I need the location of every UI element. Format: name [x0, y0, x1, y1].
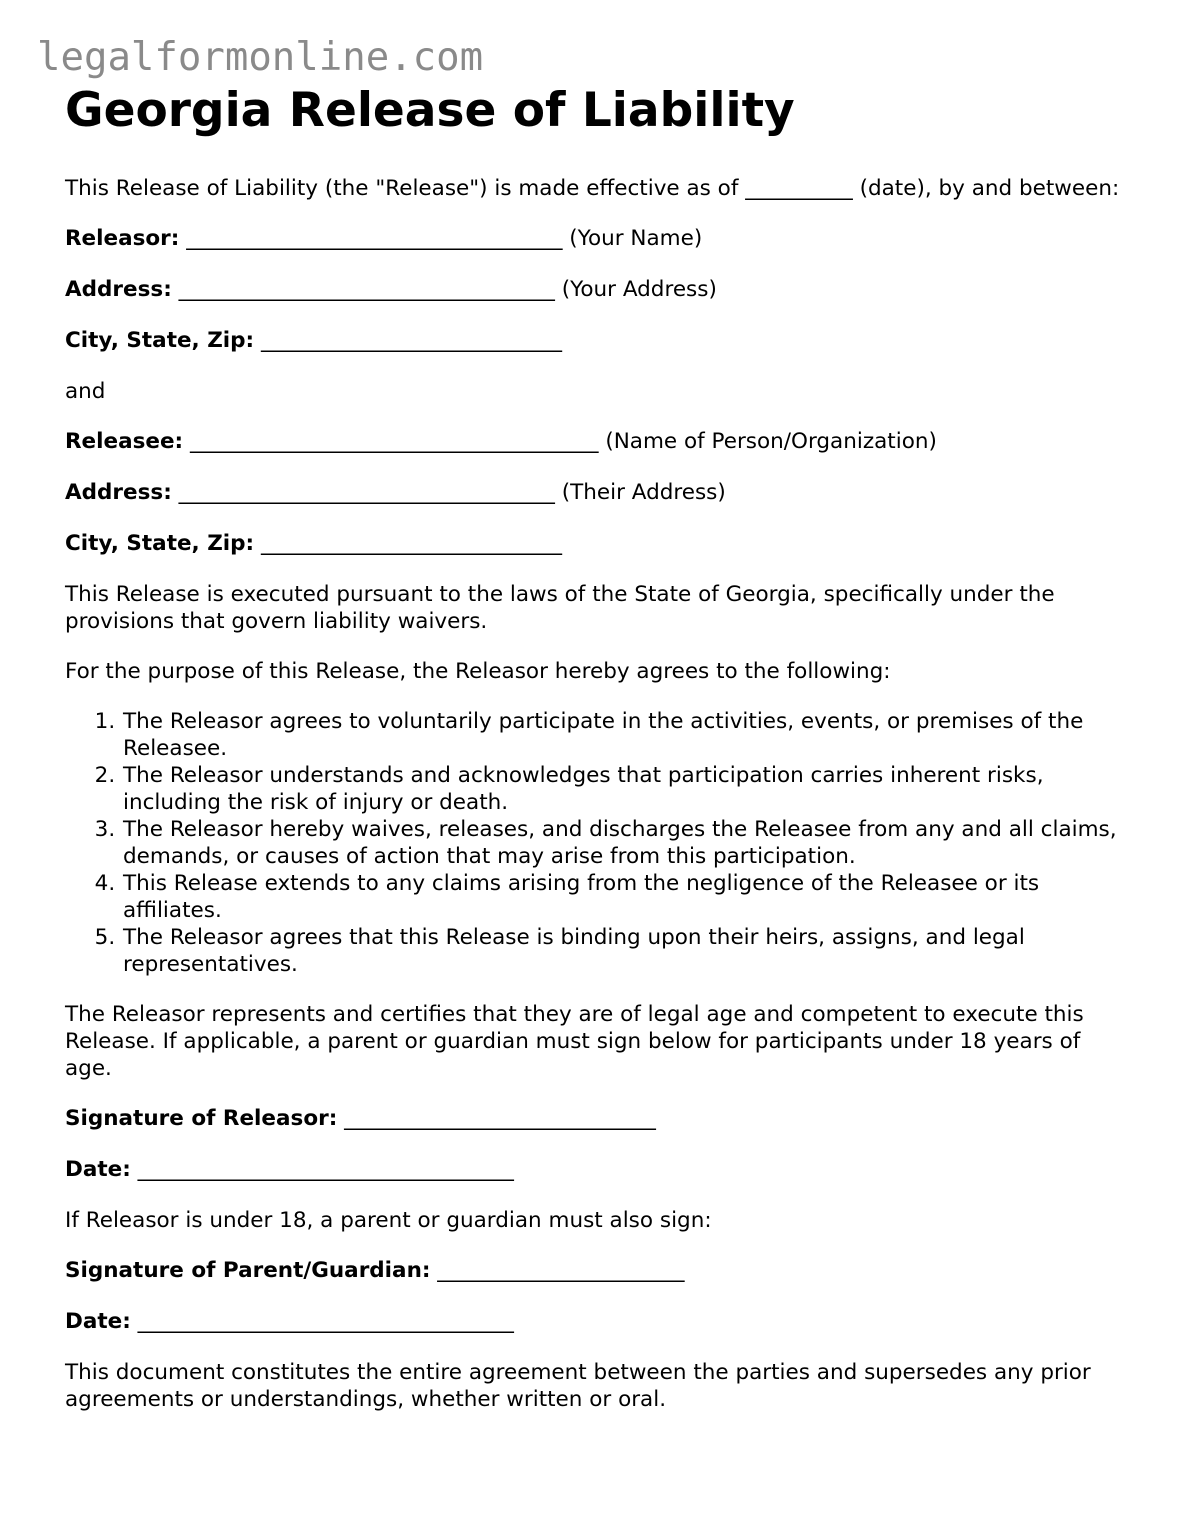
releasee-name-field [65, 428, 1125, 455]
term-item: 3. The Releasor hereby waives, releases, and discharges the Releasee from any and all claims, demands, or causes of action that may arise from this participation. [122, 816, 1125, 870]
releasor-name-field [65, 225, 1125, 252]
releasee-name-line[interactable]: ______________________________________ (Name of Person/Organization) [183, 429, 937, 454]
certify-paragraph: The Releasor represents and certifies that they are of legal age and competent to execute this Release. If applicable, a parent or guardian must sign below for participants under 18 years of age. [65, 1002, 1084, 1081]
document-body [65, 84, 1125, 1436]
releasor-name-line[interactable]: ___________________________________ (Your Name) [179, 226, 703, 251]
term-item: 4. This Release extends to any claims arising from the negligence of the Releasee or its affiliates. [122, 870, 1125, 924]
guardian-signature-line[interactable]: _______________________ [430, 1258, 685, 1283]
pursuant-paragraph: This Release is executed pursuant to the laws of the State of Georgia, specifically under the provisions that govern liability waivers. [65, 582, 1055, 634]
releasor-city-field [65, 327, 1125, 354]
releasee-address-label: Address: [65, 480, 172, 505]
closing-paragraph: This document constitutes the entire agreement between the parties and supersedes any prior agreements or understandings, whether written or oral. [65, 1360, 1091, 1412]
releasor-city-label: City, State, Zip: [65, 328, 255, 353]
releasee-name-label: Releasee: [65, 429, 184, 454]
releasor-signature-field [65, 1105, 1125, 1132]
releasor-signature-label: Signature of Releasor: [65, 1106, 338, 1131]
minor-paragraph: If Releasor is under 18, a parent or guardian must also sign: [65, 1208, 712, 1233]
terms-list [65, 708, 1125, 978]
intro-paragraph: This Release of Liability (the "Release") is made effective as of __________ (date), by and between: [65, 176, 1120, 201]
watermark: legalformonline.com [37, 35, 484, 80]
term-item: 1. The Releasor agrees to voluntarily participate in the activities, events, or premises of the Releasee. [122, 708, 1125, 762]
releasor-city-line[interactable]: ____________________________ [254, 328, 562, 353]
document-title: Georgia Release of Liability [65, 83, 795, 138]
guardian-date-line[interactable]: ___________________________________ [130, 1309, 514, 1334]
releasee-address-line[interactable]: ___________________________________ (Their Address) [171, 480, 726, 505]
releasee-address-field [65, 479, 1125, 506]
releasee-city-field [65, 530, 1125, 557]
guardian-signature-label: Signature of Parent/Guardian: [65, 1258, 431, 1283]
releasor-address-field [65, 276, 1125, 303]
term-item: 5. The Releasor agrees that this Release is binding upon their heirs, assigns, and legal representatives. [122, 924, 1125, 978]
guardian-signature-field [65, 1257, 1125, 1284]
releasor-signature-line[interactable]: _____________________________ [337, 1106, 656, 1131]
releasor-address-line[interactable]: ___________________________________ (Your Address) [171, 277, 717, 302]
releasor-address-label: Address: [65, 277, 172, 302]
releasee-city-line[interactable]: ____________________________ [254, 531, 562, 556]
releasor-date-label: Date: [65, 1157, 131, 1182]
releasee-city-label: City, State, Zip: [65, 531, 255, 556]
term-item: 2. The Releasor understands and acknowledges that participation carries inherent risks, including the risk of injury or death. [122, 762, 1125, 816]
and-text: and [65, 379, 106, 404]
guardian-date-field [65, 1308, 1125, 1335]
releasor-name-label: Releasor: [65, 226, 180, 251]
purpose-paragraph: For the purpose of this Release, the Releasor hereby agrees to the following: [65, 659, 891, 684]
releasor-date-field [65, 1156, 1125, 1183]
releasor-date-line[interactable]: ___________________________________ [130, 1157, 514, 1182]
guardian-date-label: Date: [65, 1309, 131, 1334]
